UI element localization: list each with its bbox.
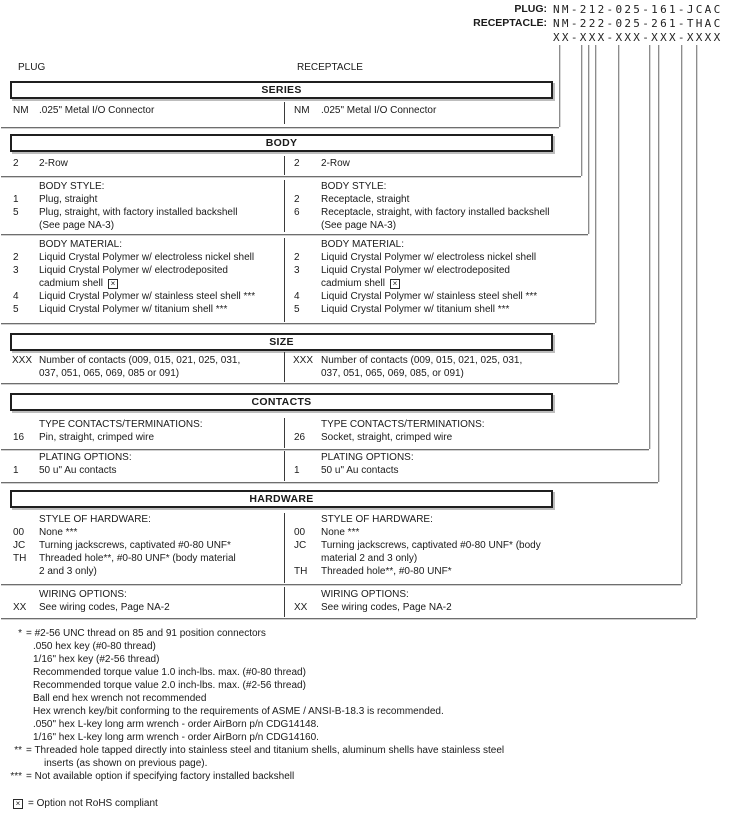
option-desc: Receptacle, straight, with factory installed backshell <box>321 207 550 218</box>
body-style-option-row <box>0 207 739 220</box>
option-desc: Liquid Crystal Polymer w/ electroless nickel shell <box>39 252 255 263</box>
plug-pn-value: NM-212-025-161-JCAC <box>553 3 723 16</box>
footnote-marker: *** <box>10 771 22 782</box>
body-style-option-row <box>0 194 739 207</box>
footnote-text: = #2-56 UNC thread on 85 and 91 position connectors <box>26 628 266 639</box>
body-row-bottom-rule <box>1 176 581 177</box>
body-style-option-row <box>0 220 739 233</box>
option-code: XX <box>13 602 27 613</box>
option-desc: material 2 and 3 only) <box>321 553 418 564</box>
option-desc: .025" Metal I/O Connector <box>321 105 437 116</box>
plating-heading-row <box>0 452 739 465</box>
option-code: NM <box>13 105 29 116</box>
body-material-option-row <box>0 291 739 304</box>
option-code: 2 <box>13 252 19 263</box>
footnote-line <box>0 654 739 667</box>
subsection-heading: PLATING OPTIONS: <box>39 452 132 463</box>
subsection-heading: BODY MATERIAL: <box>39 239 122 250</box>
hardware-style-option-row <box>0 527 739 540</box>
option-desc: cadmium shell <box>321 278 385 289</box>
option-desc: 037, 051, 065, 069, 085, or 091) <box>321 368 464 379</box>
wiring-heading-row <box>0 589 739 602</box>
subsection-heading: STYLE OF HARDWARE: <box>39 514 151 525</box>
not-rohs-icon: × <box>13 799 23 809</box>
option-code: 1 <box>13 194 19 205</box>
receptacle-part-number-row <box>0 17 739 30</box>
option-code: 2 <box>294 252 300 263</box>
option-desc: Receptacle, straight <box>321 194 410 205</box>
plating-option-row <box>0 465 739 478</box>
footnote-text: Hex wrench key/bit conforming to the requirements of ASME / ANSI-B-18.3 is recommended. <box>33 706 444 717</box>
subsection-heading: TYPE CONTACTS/TERMINATIONS: <box>321 419 485 430</box>
hardware-style-option-row <box>0 566 739 579</box>
receptacle-pn-value: NM-222-025-261-THAC <box>553 17 723 30</box>
pn-pattern-value: XX-XXX-XXX-XXX-XXXX <box>553 31 723 44</box>
option-desc: (See page NA-3) <box>321 220 397 231</box>
hardware-style-option-row <box>0 553 739 566</box>
plug-column-label: PLUG <box>18 62 46 73</box>
footnote-text: .050" hex L-key long arm wrench - order AirBorn p/n CDG14148. <box>33 719 319 730</box>
hardware-style-bottom-rule <box>1 584 681 585</box>
footnote-line <box>0 719 739 732</box>
plating-bottom-rule <box>1 482 658 483</box>
subsection-heading: TYPE CONTACTS/TERMINATIONS: <box>39 419 203 430</box>
receptacle-pn-label: RECEPTACLE: <box>473 17 547 29</box>
option-code: 26 <box>294 432 306 443</box>
option-desc: None *** <box>321 527 360 538</box>
rohs-legend <box>0 798 739 811</box>
option-code: 5 <box>13 207 19 218</box>
option-code: XXX <box>12 355 33 366</box>
series-bottom-rule <box>1 127 559 128</box>
option-code: NM <box>294 105 310 116</box>
footnote-line <box>0 641 739 654</box>
option-code: JC <box>294 540 307 551</box>
option-code: 00 <box>294 527 306 538</box>
footnote-text: inserts (as shown on previous page). <box>44 758 208 769</box>
body-style-bottom-rule <box>1 234 588 235</box>
subsection-heading: STYLE OF HARDWARE: <box>321 514 433 525</box>
wiring-bottom-rule <box>1 618 696 619</box>
option-code: XXX <box>293 355 314 366</box>
footnote-text: Ball end hex wrench not recommended <box>33 693 207 704</box>
body-material-option-row <box>0 278 739 291</box>
footnote-line <box>0 628 739 641</box>
body-row-option-row <box>0 158 739 171</box>
option-code: 2 <box>294 158 300 169</box>
option-code: 2 <box>13 158 19 169</box>
option-desc: 2 and 3 only) <box>39 566 97 577</box>
plug-part-number-row <box>0 3 739 16</box>
footnote-line <box>0 706 739 719</box>
option-code: JC <box>13 540 26 551</box>
footnote-text: = Not available option if specifying factory installed backshell <box>26 771 295 782</box>
option-desc: Plug, straight <box>39 194 98 205</box>
option-code: 3 <box>294 265 300 276</box>
option-desc: cadmium shell <box>39 278 103 289</box>
footnote-text: 1/16" hex L-key long arm wrench - order AirBorn p/n CDG14160. <box>33 732 319 743</box>
size-option-row <box>0 368 739 381</box>
option-desc: .025" Metal I/O Connector <box>39 105 155 116</box>
footnote-line <box>0 771 739 784</box>
option-desc: 037, 051, 065, 069, 085 or 091) <box>39 368 180 379</box>
option-desc: None *** <box>39 527 78 538</box>
option-code: 4 <box>294 291 300 302</box>
footnote-marker: ** <box>14 745 22 756</box>
option-desc: Liquid Crystal Polymer w/ electrodeposited <box>39 265 228 276</box>
option-code: 16 <box>13 432 25 443</box>
option-desc: Threaded hole**, #0-80 UNF* (body material <box>39 553 236 564</box>
contact-type-option-row <box>0 432 739 445</box>
hardware-section-header: HARDWARE <box>10 490 553 508</box>
size-option-row <box>0 355 739 368</box>
size-section-header: SIZE <box>10 333 553 351</box>
contacts-section-header: CONTACTS <box>10 393 553 411</box>
option-desc: Turning jackscrews, captivated #0-80 UNF* (body <box>321 540 541 551</box>
rohs-legend-text: = Option not RoHS compliant <box>28 798 158 809</box>
option-code: 6 <box>294 207 300 218</box>
option-desc: Liquid Crystal Polymer w/ titanium shell *** <box>321 304 510 315</box>
wiring-option-row <box>0 602 739 615</box>
option-desc: 2-Row <box>321 158 350 169</box>
footnote-line <box>0 693 739 706</box>
footnote-text: .050 hex key (#0-80 thread) <box>33 641 156 652</box>
footnote-line <box>0 758 739 771</box>
option-desc: Number of contacts (009, 015, 021, 025, 031, <box>321 355 523 366</box>
option-code: 4 <box>13 291 19 302</box>
option-desc: 50 u" Au contacts <box>39 465 117 476</box>
option-code: 3 <box>13 265 19 276</box>
series-section-header: SERIES <box>10 81 553 99</box>
footnote-text: Recommended torque value 2.0 inch-lbs. max. (#2-56 thread) <box>33 680 306 691</box>
size-bottom-rule <box>1 383 618 384</box>
option-desc: Liquid Crystal Polymer w/ titanium shell *** <box>39 304 228 315</box>
option-code: 2 <box>294 194 300 205</box>
option-code: 00 <box>13 527 25 538</box>
option-desc: See wiring codes, Page NA-2 <box>321 602 452 613</box>
receptacle-column-label: RECEPTACLE <box>297 62 363 73</box>
hardware-style-option-row <box>0 540 739 553</box>
option-desc: Threaded hole**, #0-80 UNF* <box>321 566 452 577</box>
option-code: 5 <box>294 304 300 315</box>
contact-type-bottom-rule <box>1 449 649 450</box>
subsection-heading: WIRING OPTIONS: <box>39 589 127 600</box>
option-code: TH <box>13 553 27 564</box>
plug-pn-label: PLUG: <box>514 3 547 15</box>
subsection-heading: WIRING OPTIONS: <box>321 589 409 600</box>
body-material-option-row <box>0 265 739 278</box>
option-desc: See wiring codes, Page NA-2 <box>39 602 170 613</box>
footnote-line <box>0 745 739 758</box>
option-desc: (See page NA-3) <box>39 220 115 231</box>
body-material-bottom-rule <box>1 323 595 324</box>
option-desc: Number of contacts (009, 015, 021, 025, 031, <box>39 355 241 366</box>
subsection-heading: BODY STYLE: <box>39 181 105 192</box>
body-material-option-row <box>0 252 739 265</box>
option-desc: 50 u" Au contacts <box>321 465 399 476</box>
series-option-row <box>0 105 739 118</box>
option-desc: Liquid Crystal Polymer w/ stainless steel shell *** <box>321 291 538 302</box>
not-rohs-icon: × <box>108 279 118 289</box>
option-desc: Liquid Crystal Polymer w/ stainless steel shell *** <box>39 291 256 302</box>
subsection-heading: BODY MATERIAL: <box>321 239 404 250</box>
option-desc: Turning jackscrews, captivated #0-80 UNF* <box>39 540 231 551</box>
footnote-text: 1/16" hex key (#2-56 thread) <box>33 654 160 665</box>
option-code: TH <box>294 566 308 577</box>
body-section-header: BODY <box>10 134 553 152</box>
option-desc: Liquid Crystal Polymer w/ electrodeposited <box>321 265 510 276</box>
footnote-text: = Threaded hole tapped directly into stainless steel and titanium shells, aluminum shells have stainless steel <box>26 745 505 756</box>
option-desc: Pin, straight, crimped wire <box>39 432 155 443</box>
contact-type-heading-row <box>0 419 739 432</box>
option-desc: Socket, straight, crimped wire <box>321 432 453 443</box>
option-code: 1 <box>294 465 300 476</box>
part-number-pattern-row <box>0 31 739 44</box>
footnote-text: Recommended torque value 1.0 inch-lbs. max. (#0-80 thread) <box>33 667 306 678</box>
option-desc: Liquid Crystal Polymer w/ electroless nickel shell <box>321 252 537 263</box>
option-desc: Plug, straight, with factory installed backshell <box>39 207 238 218</box>
subsection-heading: PLATING OPTIONS: <box>321 452 414 463</box>
body-material-heading-row <box>0 239 739 252</box>
subsection-heading: BODY STYLE: <box>321 181 387 192</box>
hardware-style-heading-row <box>0 514 739 527</box>
body-material-option-row <box>0 304 739 317</box>
option-desc: 2-Row <box>39 158 68 169</box>
footnote-line <box>0 667 739 680</box>
footnote-marker: * <box>18 628 22 639</box>
footnote-line <box>0 732 739 745</box>
footnote-line <box>0 680 739 693</box>
option-code: 5 <box>13 304 19 315</box>
body-style-heading-row <box>0 181 739 194</box>
option-code: XX <box>294 602 308 613</box>
option-code: 1 <box>13 465 19 476</box>
not-rohs-icon: × <box>390 279 400 289</box>
